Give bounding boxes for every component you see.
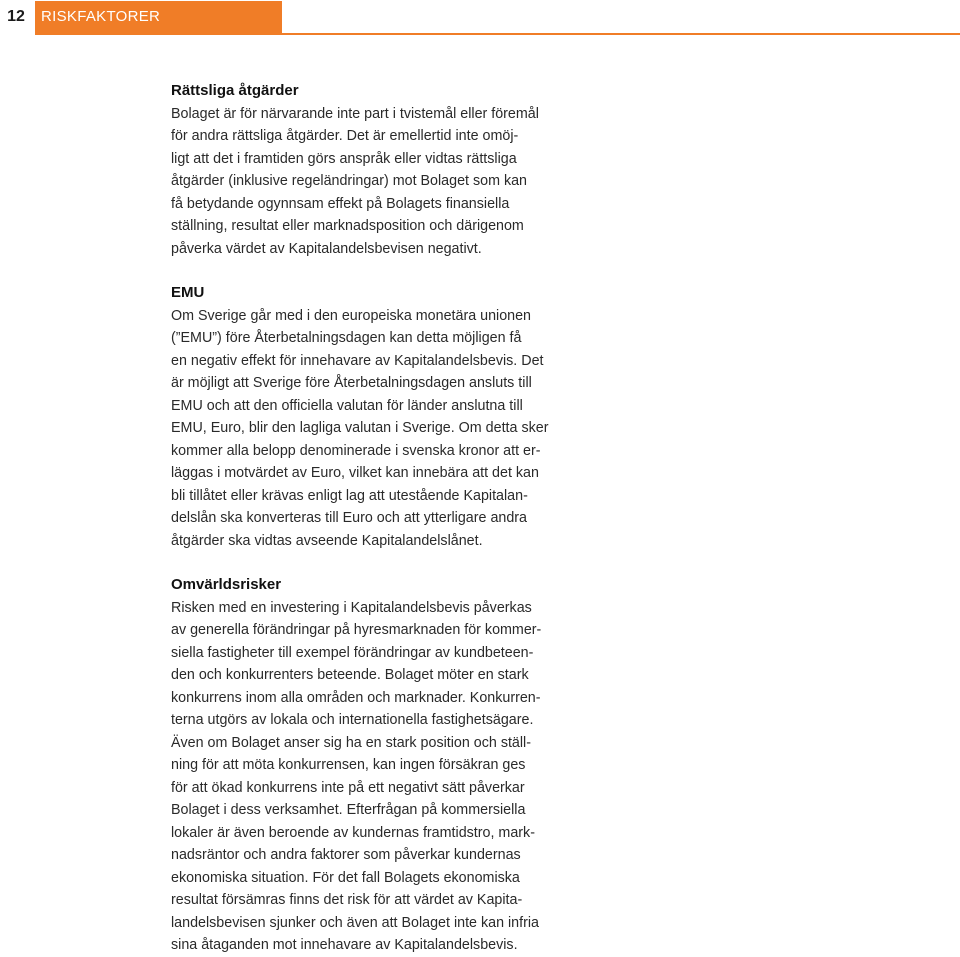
page-header — [0, 0, 960, 36]
main-content — [171, 80, 571, 957]
page-number: 12 — [7, 8, 25, 25]
header-rule — [35, 33, 960, 35]
section-body: Risken med en investering i Kapitalandelsbevis påverkas av generella förändringar på hyresmarknaden för kommer- siella fastigheter till exempel förändringar av kundbeteen- den och konkurrenters beteende. Bolaget möter en stark konkurrens inom alla områden och marknader. Konkurren- terna utgörs av lokala och internationella fastighetsägare. Även om Bolaget anser sig ha en stark position och ställ- ning för att möta konkurrensen, kan ingen försäkran ges för att ökad konkurrens inte på ett negativt sätt påverkar Bolaget i dess verksamhet. Efterfrågan på kommersiella lokaler är även beroende av kundernas framtidstro, mark- nadsräntor och andra faktorer som påverkar kundernas ekonomiska situation. För det fall Bolagets ekonomiska resultat försämras finns det risk för att värdet av Kapita- landelsbevisen sjunker och även att Bolaget inte kan infria sina åtaganden mot innehavare av Kapitalandelsbevis. — [171, 599, 542, 953]
section-heading: Omvärldsrisker — [171, 576, 282, 593]
section-body: Om Sverige går med i den europeiska monetära unionen (”EMU”) före Återbetalningsdagen kan detta möjligen få en negativ effekt för innehavare av Kapitalandelsbevis. Det är möjligt att Sverige före Återbetalningsdagen ansluts till EMU och att den officiella valutan för länder anslutna till EMU, Euro, blir den lagliga valutan i Sverige. Om detta sker kommer alla belopp denominerade i svenska kronor att er- läggas i motvärdet av Euro, vilket kan innebära att det kan bli tillåtet eller krävas enligt lag att utestående Kapitalan- delslån ska konverteras till Euro och att ytterligare andra åtgärder ska vidtas avseende Kapitalandelslånet. — [171, 307, 549, 549]
section-heading: EMU — [171, 284, 205, 301]
section-heading: Rättsliga åtgärder — [171, 82, 299, 99]
section-label: RISKFAKTORER — [35, 1, 282, 33]
section-omvarldsrisker — [171, 574, 571, 957]
section-rattsliga-atgarder — [171, 80, 571, 260]
section-body: Bolaget är för närvarande inte part i tvistemål eller föremål för andra rättsliga åtgärder. Det är emellertid inte omöj- ligt att det i framtiden görs anspråk eller vidtas rättsliga åtgärder (inklusive regeländringar) mot Bolaget som kan få betydande ogynnsam effekt på Bolagets finansiella ställning, resultat eller marknadsposition och därigenom påverka värdet av Kapitalandelsbevisen negativt. — [171, 105, 539, 257]
section-emu — [171, 282, 571, 552]
